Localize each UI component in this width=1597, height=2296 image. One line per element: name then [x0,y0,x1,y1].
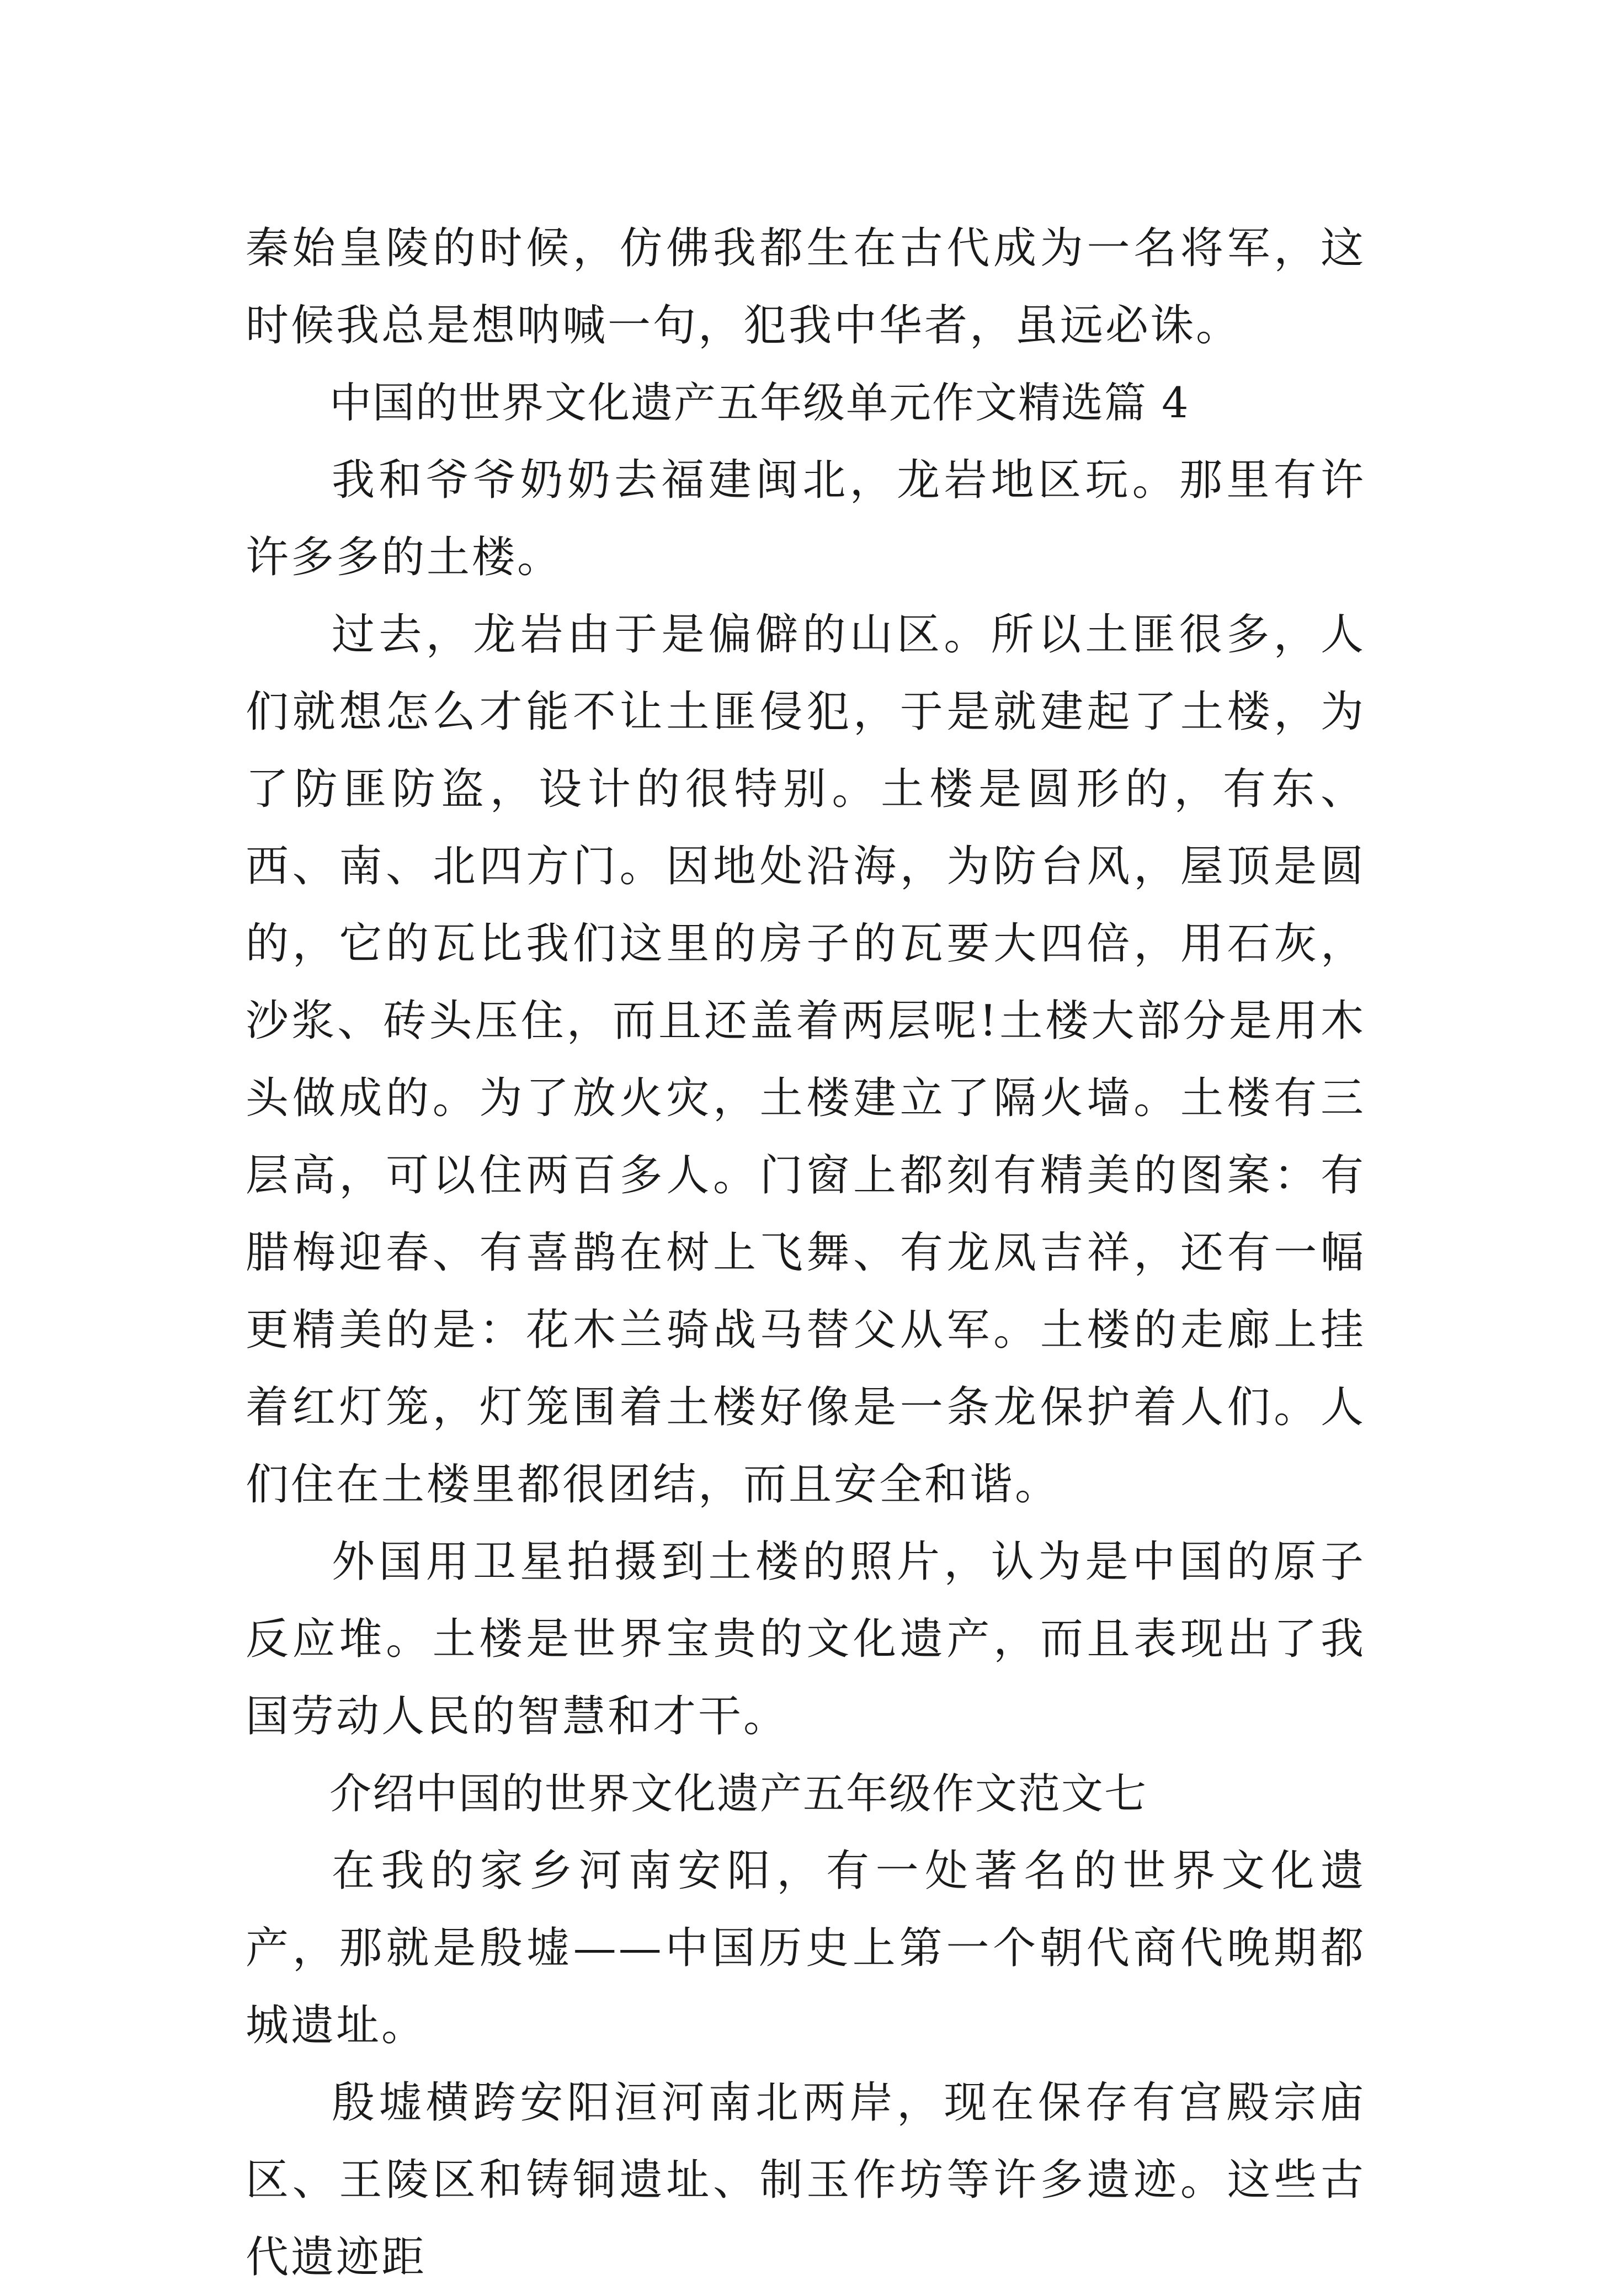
paragraph: 外国用卫星拍摄到土楼的照片，认为是中国的原子反应堆。土楼是世界宝贵的文化遗产，而且表现出了我国劳动人民的智慧和才干。 [246,1537,1366,1741]
section-heading-7: 介绍中国的世界文化遗产五年级作文范文七 [329,1769,1147,1818]
paragraph: 在我的家乡河南安阳，有一处著名的世界文化遗产，那就是殷墟——中国历史上第一个朝代商代晚期都城遗址。 [246,1846,1366,2050]
section-heading-4: 中国的世界文化遗产五年级单元作文精选篇 4 [329,378,1190,427]
document-body [246,210,1366,2296]
paragraph: 我和爷爷奶奶去福建闽北，龙岩地区玩。那里有许许多多的土楼。 [246,455,1366,582]
paragraph: 殷墟横跨安阳洹河南北两岸，现在保存有宫殿宗庙区、王陵区和铸铜遗址、制玉作坊等许多遗迹。这些古代遗迹距 [246,2078,1366,2282]
paragraph: 过去，龙岩由于是偏僻的山区。所以土匪很多，人们就想怎么才能不让土匪侵犯，于是就建起了土楼，为了防匪防盗，设计的很特别。土楼是圆形的，有东、西、南、北四方门。因地处沿海，为防台风，屋顶是圆的，它的瓦比我们这里的房子的瓦要大四倍，用石灰，沙浆、砖头压住，而且还盖着两层呢!土楼大部分是用木头做成的。为了放火灾，土楼建立了隔火墙。土楼有三层高，可以住两百多人。门窗上都刻有精美的图案：有腊梅迎春、有喜鹊在树上飞舞、有龙凤吉祥，还有一幅更精美的是：花木兰骑战马替父从军。土楼的走廊上挂着红灯笼，灯笼围着土楼好像是一条龙保护着人们。人们住在土楼里都很团结，而且安全和谐。 [246,610,1366,1510]
paragraph-continued: 秦始皇陵的时候，仿佛我都生在古代成为一名将军，这时候我总是想呐喊一句，犯我中华者，虽远必诛。 [246,224,1366,350]
